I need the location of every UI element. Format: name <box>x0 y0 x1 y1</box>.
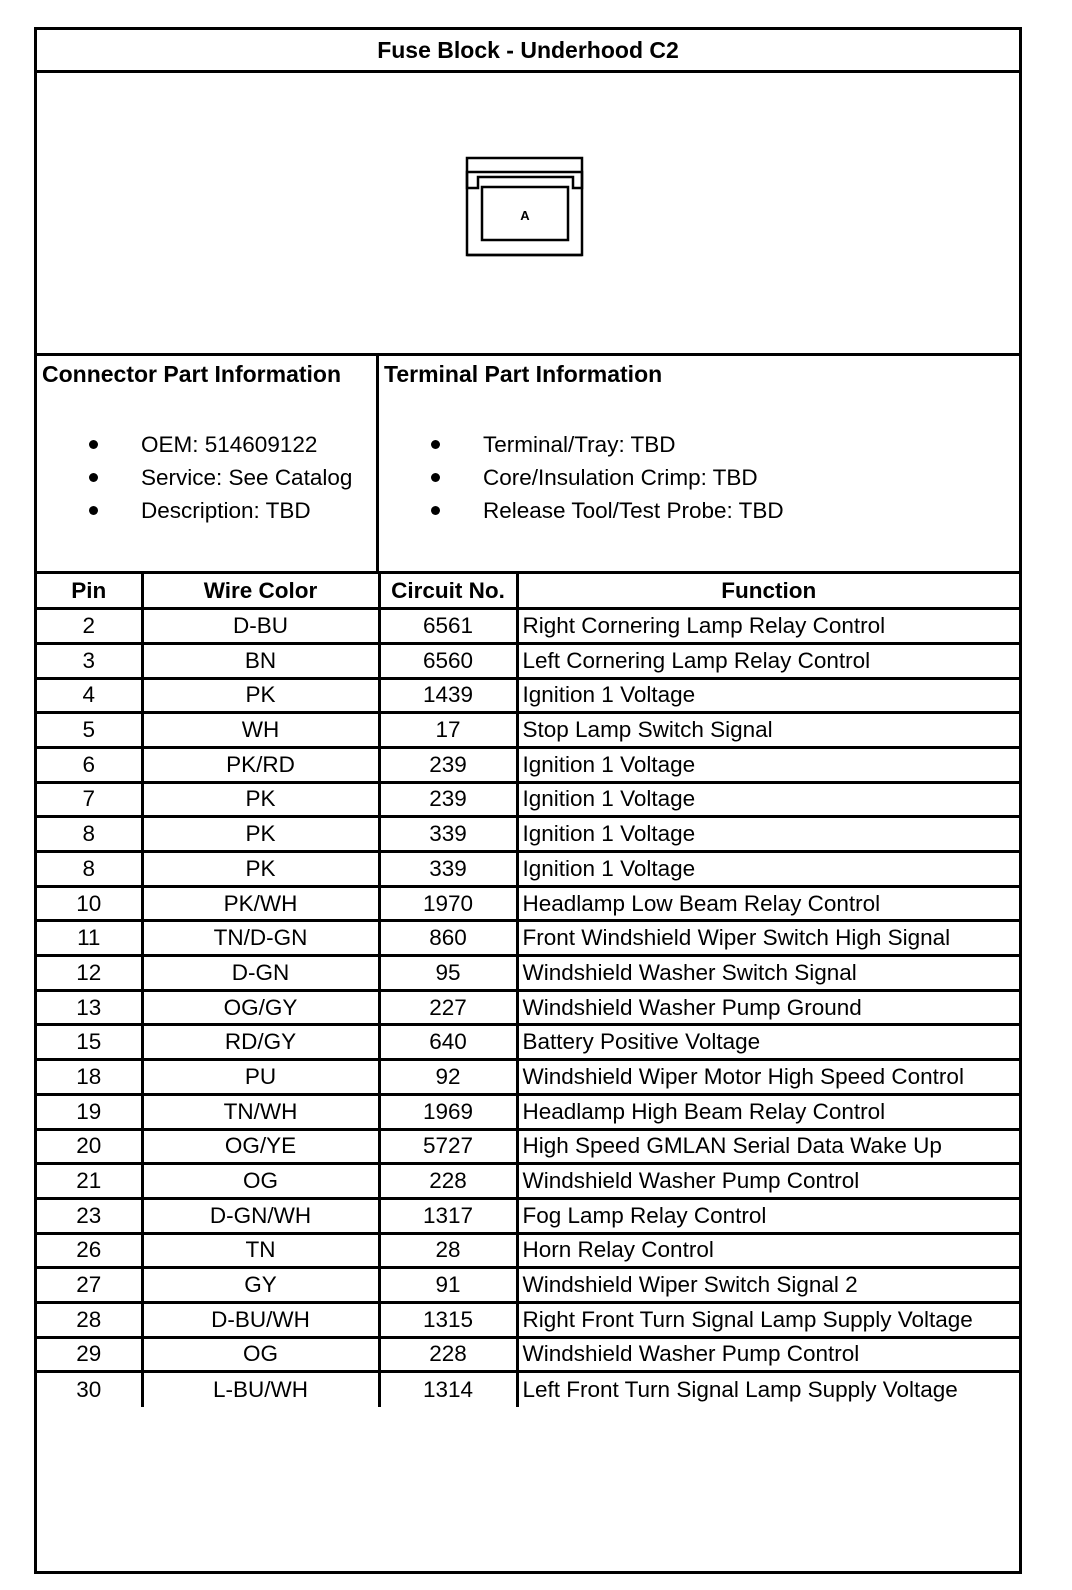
wire-color-cell: D-BU/WH <box>142 1302 379 1337</box>
list-item: OEM: 514609122 <box>89 428 352 461</box>
pin-cell: 29 <box>37 1337 142 1372</box>
pin-cell: 15 <box>37 1025 142 1060</box>
circuit-column-header: Circuit No. <box>379 574 517 609</box>
circuit-number-cell: 239 <box>379 747 517 782</box>
table-row <box>37 678 1019 713</box>
circuit-number-cell: 95 <box>379 956 517 991</box>
wire-color-cell: D-GN/WH <box>142 1198 379 1233</box>
table-row <box>37 1302 1019 1337</box>
function-cell: Windshield Wiper Motor High Speed Control <box>517 1060 1019 1095</box>
wire-color-cell: PK <box>142 678 379 713</box>
table-row <box>37 1198 1019 1233</box>
page-title: Fuse Block - Underhood C2 <box>37 30 1019 73</box>
function-cell: Headlamp Low Beam Relay Control <box>517 886 1019 921</box>
pin-cell: 7 <box>37 782 142 817</box>
wire-color-cell: GY <box>142 1268 379 1303</box>
table-row <box>37 852 1019 887</box>
wire-color-cell: TN <box>142 1233 379 1268</box>
circuit-number-cell: 91 <box>379 1268 517 1303</box>
connector-sheet <box>34 27 1022 1574</box>
function-cell: Ignition 1 Voltage <box>517 852 1019 887</box>
wire-color-cell: D-GN <box>142 956 379 991</box>
connector-face-drawing <box>37 73 1019 353</box>
function-cell: Left Front Turn Signal Lamp Supply Voltage <box>517 1372 1019 1407</box>
circuit-number-cell: 1317 <box>379 1198 517 1233</box>
table-row <box>37 1094 1019 1129</box>
function-cell: Battery Positive Voltage <box>517 1025 1019 1060</box>
function-cell: Stop Lamp Switch Signal <box>517 713 1019 748</box>
list-item: Core/Insulation Crimp: TBD <box>431 461 784 494</box>
wire-color-cell: PK/RD <box>142 747 379 782</box>
table-row <box>37 1268 1019 1303</box>
connector-diagram <box>37 73 1019 356</box>
wire-color-cell: TN/WH <box>142 1094 379 1129</box>
pin-cell: 30 <box>37 1372 142 1407</box>
pin-cell: 13 <box>37 990 142 1025</box>
circuit-number-cell: 640 <box>379 1025 517 1060</box>
wire-color-cell: OG <box>142 1337 379 1372</box>
pinout-table <box>37 574 1019 1407</box>
list-item: Terminal/Tray: TBD <box>431 428 784 461</box>
circuit-number-cell: 339 <box>379 852 517 887</box>
pin-cell: 11 <box>37 921 142 956</box>
function-cell: Ignition 1 Voltage <box>517 817 1019 852</box>
cavity-label: A <box>520 208 530 223</box>
function-cell: Ignition 1 Voltage <box>517 678 1019 713</box>
pin-cell: 12 <box>37 956 142 991</box>
table-row <box>37 1025 1019 1060</box>
circuit-number-cell: 1969 <box>379 1094 517 1129</box>
pin-cell: 18 <box>37 1060 142 1095</box>
circuit-number-cell: 6561 <box>379 609 517 644</box>
function-cell: Windshield Washer Pump Ground <box>517 990 1019 1025</box>
wire-color-cell: PK <box>142 817 379 852</box>
wire-color-cell: PK/WH <box>142 886 379 921</box>
wire-color-cell: PK <box>142 782 379 817</box>
table-row <box>37 1372 1019 1407</box>
function-cell: Windshield Wiper Switch Signal 2 <box>517 1268 1019 1303</box>
function-cell: Fog Lamp Relay Control <box>517 1198 1019 1233</box>
table-header-row <box>37 574 1019 609</box>
circuit-number-cell: 1970 <box>379 886 517 921</box>
circuit-number-cell: 28 <box>379 1233 517 1268</box>
terminal-part-info <box>379 356 1019 571</box>
pin-cell: 19 <box>37 1094 142 1129</box>
function-cell: High Speed GMLAN Serial Data Wake Up <box>517 1129 1019 1164</box>
list-item: Service: See Catalog <box>89 461 352 494</box>
terminal-info-heading: Terminal Part Information <box>384 361 663 387</box>
function-cell: Windshield Washer Switch Signal <box>517 956 1019 991</box>
pin-cell: 6 <box>37 747 142 782</box>
pin-cell: 20 <box>37 1129 142 1164</box>
pin-cell: 3 <box>37 643 142 678</box>
wire-color-cell: L-BU/WH <box>142 1372 379 1407</box>
pin-cell: 5 <box>37 713 142 748</box>
wire-color-cell: RD/GY <box>142 1025 379 1060</box>
connector-info-heading: Connector Part Information <box>42 361 342 387</box>
pin-cell: 4 <box>37 678 142 713</box>
table-row <box>37 1337 1019 1372</box>
table-row <box>37 1233 1019 1268</box>
bullet-icon <box>431 506 440 515</box>
circuit-number-cell: 1439 <box>379 678 517 713</box>
table-row <box>37 817 1019 852</box>
list-item: Release Tool/Test Probe: TBD <box>431 494 784 527</box>
wire-color-cell: TN/D-GN <box>142 921 379 956</box>
circuit-number-cell: 227 <box>379 990 517 1025</box>
circuit-number-cell: 239 <box>379 782 517 817</box>
pin-cell: 23 <box>37 1198 142 1233</box>
wire-color-cell: PU <box>142 1060 379 1095</box>
table-row <box>37 1164 1019 1199</box>
wire-color-cell: D-BU <box>142 609 379 644</box>
pin-cell: 28 <box>37 1302 142 1337</box>
wire-color-cell: WH <box>142 713 379 748</box>
function-cell: Headlamp High Beam Relay Control <box>517 1094 1019 1129</box>
function-cell: Windshield Washer Pump Control <box>517 1337 1019 1372</box>
circuit-number-cell: 5727 <box>379 1129 517 1164</box>
bullet-icon <box>89 440 98 449</box>
circuit-number-cell: 228 <box>379 1337 517 1372</box>
function-cell: Front Windshield Wiper Switch High Signal <box>517 921 1019 956</box>
table-row <box>37 643 1019 678</box>
function-cell: Windshield Washer Pump Control <box>517 1164 1019 1199</box>
table-row <box>37 782 1019 817</box>
wire-color-cell: OG/GY <box>142 990 379 1025</box>
circuit-number-cell: 92 <box>379 1060 517 1095</box>
circuit-number-cell: 228 <box>379 1164 517 1199</box>
pin-cell: 27 <box>37 1268 142 1303</box>
table-row <box>37 713 1019 748</box>
circuit-number-cell: 339 <box>379 817 517 852</box>
circuit-number-cell: 1315 <box>379 1302 517 1337</box>
pin-cell: 8 <box>37 817 142 852</box>
pin-cell: 8 <box>37 852 142 887</box>
part-information <box>37 356 1019 574</box>
terminal-info-list <box>431 428 784 527</box>
table-row <box>37 609 1019 644</box>
wire-color-cell: OG/YE <box>142 1129 379 1164</box>
function-cell: Left Cornering Lamp Relay Control <box>517 643 1019 678</box>
circuit-number-cell: 1314 <box>379 1372 517 1407</box>
function-cell: Ignition 1 Voltage <box>517 747 1019 782</box>
table-row <box>37 956 1019 991</box>
pin-cell: 10 <box>37 886 142 921</box>
circuit-number-cell: 860 <box>379 921 517 956</box>
pinout-rows <box>37 609 1019 1407</box>
table-row <box>37 1129 1019 1164</box>
function-cell: Right Front Turn Signal Lamp Supply Voltage <box>517 1302 1019 1337</box>
wire-color-column-header: Wire Color <box>142 574 379 609</box>
list-item: Description: TBD <box>89 494 352 527</box>
circuit-number-cell: 6560 <box>379 643 517 678</box>
pin-cell: 2 <box>37 609 142 644</box>
function-cell: Horn Relay Control <box>517 1233 1019 1268</box>
pin-cell: 26 <box>37 1233 142 1268</box>
table-row <box>37 747 1019 782</box>
table-row <box>37 990 1019 1025</box>
bullet-icon <box>89 473 98 482</box>
function-cell: Right Cornering Lamp Relay Control <box>517 609 1019 644</box>
bullet-icon <box>431 440 440 449</box>
bullet-icon <box>431 473 440 482</box>
wire-color-cell: BN <box>142 643 379 678</box>
pin-cell: 21 <box>37 1164 142 1199</box>
pin-column-header: Pin <box>37 574 142 609</box>
circuit-number-cell: 17 <box>379 713 517 748</box>
wire-color-cell: OG <box>142 1164 379 1199</box>
function-column-header: Function <box>517 574 1019 609</box>
table-row <box>37 886 1019 921</box>
connector-info-list <box>89 428 352 527</box>
connector-part-info <box>37 356 379 571</box>
wire-color-cell: PK <box>142 852 379 887</box>
table-row <box>37 921 1019 956</box>
table-row <box>37 1060 1019 1095</box>
bullet-icon <box>89 506 98 515</box>
function-cell: Ignition 1 Voltage <box>517 782 1019 817</box>
